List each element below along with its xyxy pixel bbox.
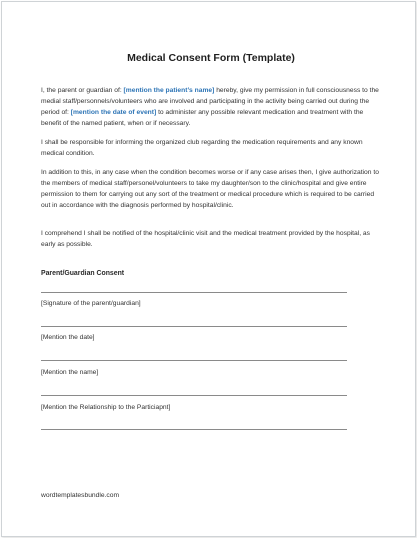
name-line: [41, 360, 347, 361]
paragraph-permission-text-3: to administer any possible relevant medication and treatment with the benefit of the named patient, when or if necessary.: [41, 108, 364, 127]
paragraph-responsibility: I shall be responsible for informing the organized club regarding the medication requirements and any known medical condition.: [41, 139, 363, 157]
field-label-relationship: [Mention the Relationship to the Particiapnt]: [41, 404, 171, 411]
paragraph-notification: I comprehend I shall be notified of the hospital/clinic visit and the medical treatment provided by the hospital, as early as possible.: [41, 230, 370, 248]
date-line: [41, 326, 347, 327]
patient-name-placeholder: [mention the patient’s name]: [123, 87, 215, 94]
extra-line: [41, 429, 347, 430]
field-label-name: [Mention the name]: [41, 369, 99, 376]
field-label-signature: [Signature of the parent/guardian]: [41, 300, 141, 307]
relationship-line: [41, 395, 347, 396]
signature-line: [41, 292, 347, 293]
consent-heading: Parent/Guardian Consent: [41, 270, 125, 277]
document-title: Medical Consent Form (Template): [127, 52, 295, 64]
event-date-placeholder: [mention the date of event]: [70, 108, 157, 116]
footer-website: wordtemplatesbundle.com: [41, 492, 120, 499]
paragraph-authorization: In addition to this, in any case when the condition becomes worse or if any case arises then, I give authorization to the members of medical staff/personel/volunteers to take my daughter/son to the clinic/hospital and give entire permission to them for carrying out any sort of the treatment or medical procedure which is required to be carried out in accordance with the diagnosis performed by hospital/clinic.: [41, 169, 379, 209]
document-page: [1, 1, 416, 537]
paragraph-permission-text-1: I, the parent or guardian of:: [41, 87, 124, 94]
paragraph-permission-text-2: hereby, give my permission in full consciousness to the medial staff/personnels/volunteers who are involved and participating in the activity being carried out during the period of:: [41, 87, 379, 116]
field-label-date: [Mention the date]: [41, 334, 95, 341]
paragraph-permission: [41, 86, 381, 130]
